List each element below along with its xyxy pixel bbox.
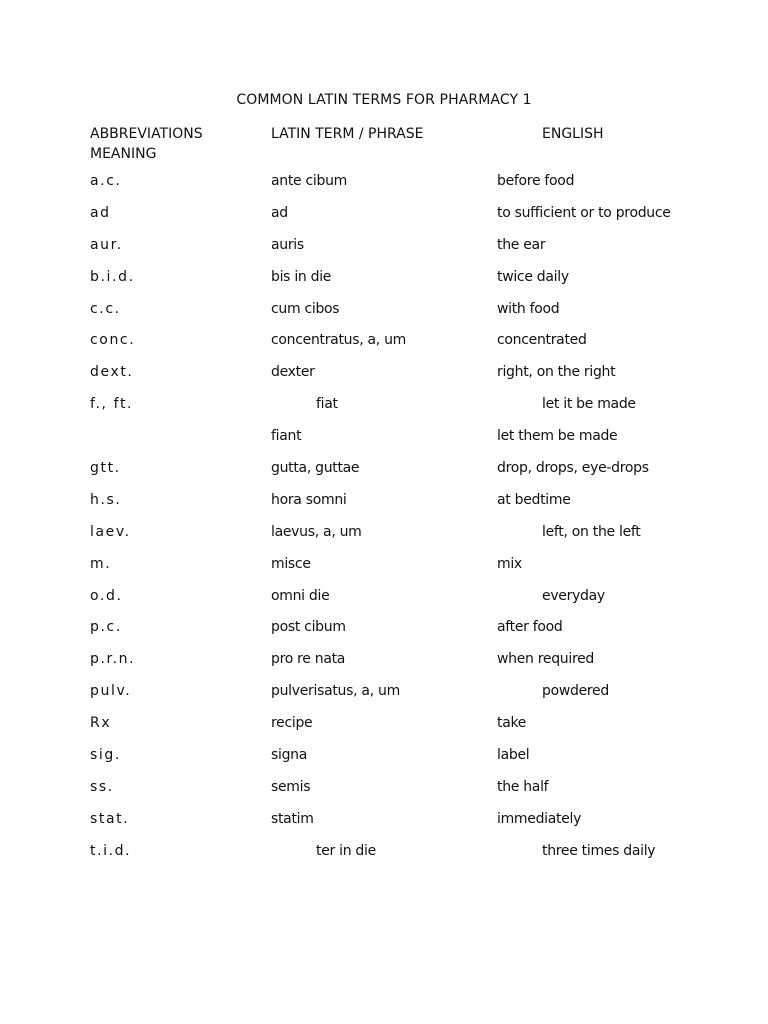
english-cell: the ear	[497, 236, 546, 253]
abbreviation-cell: ad	[90, 204, 111, 221]
latin-cell: pulverisatus, a, um	[271, 683, 400, 700]
latin-cell: fiant	[271, 428, 302, 445]
table-row	[0, 811, 768, 843]
table-row	[0, 396, 768, 428]
abbreviation-cell: Rx	[90, 715, 112, 732]
latin-cell: pro re nata	[271, 651, 346, 668]
latin-cell: concentratus, a, um	[271, 332, 406, 349]
abbreviation-cell: laev.	[90, 523, 131, 540]
latin-cell: laevus, a, um	[271, 523, 362, 540]
header-english: ENGLISH	[542, 126, 604, 142]
table-row	[0, 683, 768, 715]
english-cell: three times daily	[542, 842, 656, 859]
table-row	[0, 205, 768, 237]
latin-cell: fiat	[316, 396, 338, 413]
english-cell: everyday	[542, 587, 605, 604]
table-row	[0, 301, 768, 333]
latin-cell: dexter	[271, 364, 315, 381]
abbreviation-cell: m.	[90, 555, 112, 572]
abbreviation-cell: p.r.n.	[90, 651, 136, 668]
english-cell: label	[497, 747, 530, 764]
abbreviation-cell: gtt.	[90, 460, 121, 477]
table-row	[0, 747, 768, 779]
english-cell: powdered	[542, 683, 609, 700]
table-row	[0, 843, 768, 875]
english-cell: the half	[497, 778, 549, 795]
latin-cell: cum cibos	[271, 300, 340, 317]
english-cell: when required	[497, 651, 595, 668]
table-row	[0, 715, 768, 747]
abbreviation-cell: ss.	[90, 778, 114, 795]
english-cell: mix	[497, 555, 522, 572]
table-row	[0, 619, 768, 651]
abbreviation-cell: stat.	[90, 810, 130, 827]
table-row	[0, 651, 768, 683]
abbreviation-cell: dext.	[90, 364, 134, 381]
abbreviation-cell: p.c.	[90, 619, 122, 636]
latin-cell: ad	[271, 204, 288, 221]
latin-cell: bis in die	[271, 268, 332, 285]
latin-cell: auris	[271, 236, 304, 253]
english-cell: right, on the right	[497, 364, 616, 381]
table-row	[0, 556, 768, 588]
latin-cell: semis	[271, 778, 311, 795]
english-cell: to sufficient or to produce	[497, 204, 671, 221]
table-row	[0, 588, 768, 620]
abbreviation-cell: h.s.	[90, 491, 122, 508]
abbreviation-cell: f., ft.	[90, 396, 134, 413]
table-row	[0, 492, 768, 524]
latin-cell: hora somni	[271, 491, 347, 508]
abbreviation-cell: o.d.	[90, 587, 123, 604]
latin-cell: omni die	[271, 587, 330, 604]
terms-table	[0, 173, 768, 875]
english-cell: before food	[497, 173, 575, 189]
header-latin-term: LATIN TERM / PHRASE	[271, 126, 424, 142]
document-title: COMMON LATIN TERMS FOR PHARMACY 1	[236, 92, 532, 108]
abbreviation-cell: pulv.	[90, 683, 132, 700]
abbreviation-cell: aur.	[90, 236, 123, 253]
english-cell: with food	[497, 300, 560, 317]
english-cell: drop, drops, eye-drops	[497, 460, 649, 477]
english-cell: at bedtime	[497, 491, 571, 508]
abbreviation-cell: c.c.	[90, 300, 121, 317]
table-row	[0, 237, 768, 269]
latin-cell: misce	[271, 555, 311, 572]
table-row	[0, 269, 768, 301]
abbreviation-cell: b.i.d.	[90, 268, 135, 285]
abbreviation-cell: t.i.d.	[90, 842, 132, 859]
latin-cell: ter in die	[316, 842, 376, 859]
table-row	[0, 364, 768, 396]
table-row	[0, 460, 768, 492]
latin-cell: gutta, guttae	[271, 460, 360, 477]
table-row	[0, 428, 768, 460]
latin-cell: signa	[271, 747, 308, 764]
english-cell: left, on the left	[542, 523, 641, 540]
english-cell: concentrated	[497, 332, 587, 349]
table-row	[0, 524, 768, 556]
latin-cell: ante cibum	[271, 173, 347, 189]
table-row	[0, 332, 768, 364]
english-cell: take	[497, 715, 527, 732]
abbreviation-cell: sig.	[90, 747, 121, 764]
abbreviation-cell: a.c.	[90, 173, 122, 189]
latin-cell: statim	[271, 810, 314, 827]
table-row	[0, 173, 768, 205]
english-cell: after food	[497, 619, 563, 636]
table-row	[0, 779, 768, 811]
english-cell: let it be made	[542, 396, 636, 413]
header-abbreviations: ABBREVIATIONS MEANING	[90, 126, 203, 162]
latin-cell: recipe	[271, 715, 313, 732]
latin-cell: post cibum	[271, 619, 346, 636]
abbreviation-cell: conc.	[90, 332, 136, 349]
english-cell: twice daily	[497, 268, 569, 285]
english-cell: immediately	[497, 810, 582, 827]
english-cell: let them be made	[497, 428, 618, 445]
